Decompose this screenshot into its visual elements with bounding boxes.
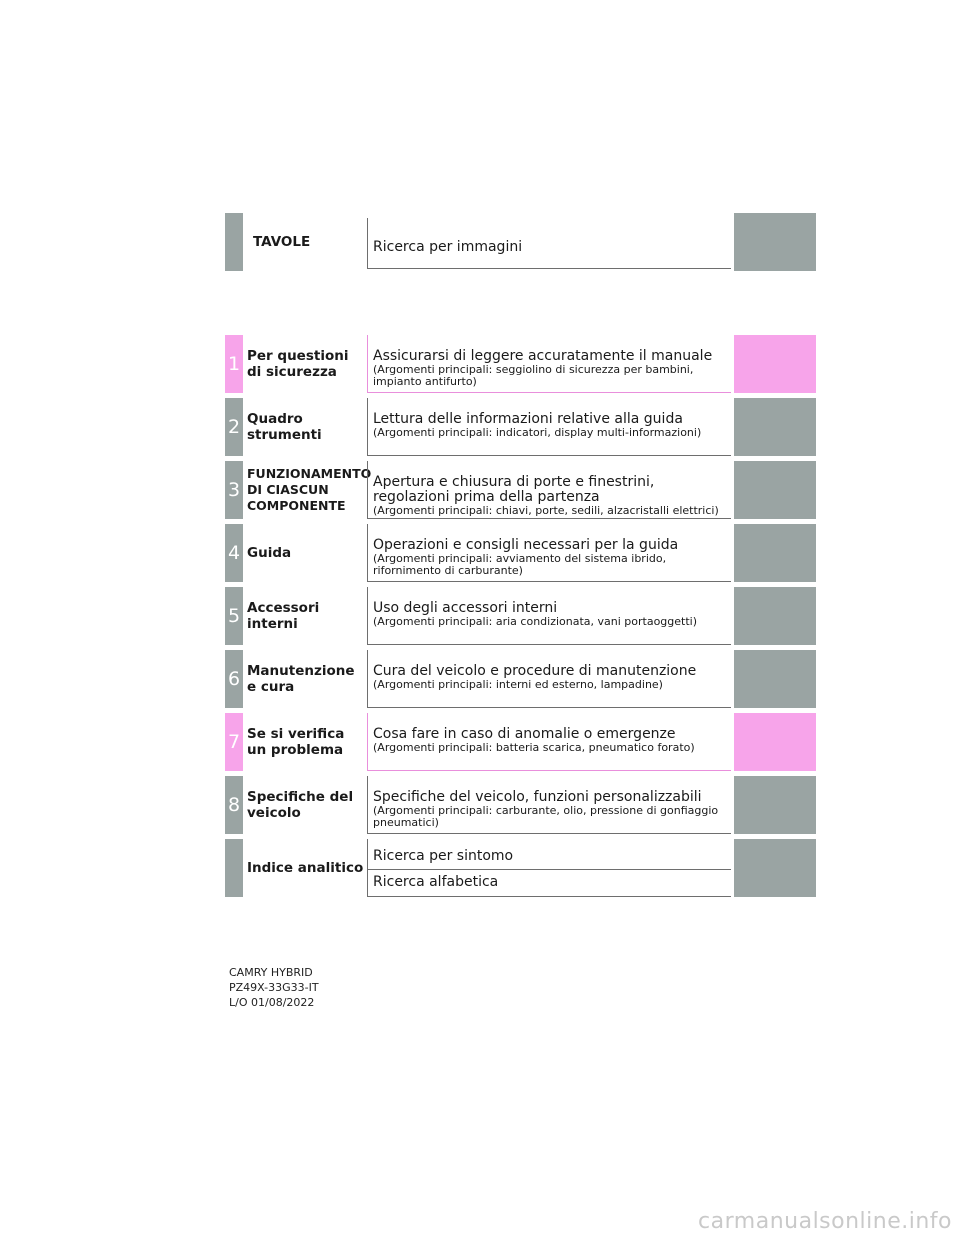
section-side-tab <box>734 776 816 834</box>
section-number: 3 <box>225 461 243 519</box>
section-description-main: Lettura delle informazioni relative alla guida <box>373 411 683 427</box>
tavole-side-tab <box>734 213 816 271</box>
section-8-row[interactable] <box>225 776 816 834</box>
section-side-tab <box>734 650 816 708</box>
tavole-description-text: Ricerca per immagini <box>373 239 523 255</box>
section-number: 6 <box>225 650 243 708</box>
section-description[interactable] <box>367 398 731 456</box>
index-link-symptom[interactable]: Ricerca per sintomo <box>373 848 514 864</box>
index-title: Indice analitico <box>247 860 364 876</box>
section-title: Specifiche del veicolo <box>247 789 354 821</box>
section-description-sub: (Argomenti principali: batteria scarica, pneumatico forato) <box>373 741 695 754</box>
section-number: 5 <box>225 587 243 645</box>
section-description[interactable] <box>367 587 731 645</box>
index-side-tab <box>734 839 816 897</box>
section-description-main: Specifiche del veicolo, funzioni personalizzabili <box>373 789 702 805</box>
section-3-row[interactable] <box>225 461 816 519</box>
section-description-main: Cosa fare in caso di anomalie o emergenze <box>373 726 676 742</box>
footer-date: L/O 01/08/2022 <box>229 996 315 1009</box>
section-side-tab <box>734 524 816 582</box>
footer-model: CAMRY HYBRID <box>229 966 313 979</box>
section-description-sub: (Argomenti principali: interni ed esterno, lampadine) <box>373 678 663 691</box>
section-description[interactable] <box>367 461 731 519</box>
section-description-sub: (Argomenti principali: chiavi, porte, sedili, alzacristalli elettrici) <box>373 504 719 517</box>
section-number: 2 <box>225 398 243 456</box>
section-side-tab <box>734 587 816 645</box>
section-description-sub: (Argomenti principali: aria condizionata, vani portaoggetti) <box>373 615 698 628</box>
section-5-row[interactable] <box>225 587 816 645</box>
section-title: Guida <box>247 545 292 561</box>
section-side-tab <box>734 713 816 771</box>
section-number: 8 <box>225 776 243 834</box>
section-description-main: Apertura e chiusura di porte e finestrini, regolazioni prima della partenza <box>373 474 655 505</box>
section-6-row[interactable] <box>225 650 816 708</box>
section-description-main: Assicurarsi di leggere accuratamente il manuale <box>373 348 713 364</box>
document-footer <box>229 965 319 1010</box>
watermark: carmanualsonline.info <box>698 1209 952 1234</box>
section-side-tab <box>734 461 816 519</box>
section-description-sub: (Argomenti principali: carburante, olio, pressione di gonfiaggio pneumatici) <box>373 804 719 829</box>
section-title: Accessori interni <box>247 600 320 632</box>
tavole-description[interactable] <box>367 218 731 269</box>
tavole-title: TAVOLE <box>253 234 311 250</box>
index-tab <box>225 839 243 897</box>
section-description-sub: (Argomenti principali: avviamento del sistema ibrido, rifornimento di carburante) <box>373 552 667 577</box>
index-link-alphabetical[interactable]: Ricerca alfabetica <box>373 874 499 890</box>
tavole-tab <box>225 213 243 271</box>
section-description-sub: (Argomenti principali: indicatori, display multi-informazioni) <box>373 426 702 439</box>
index-links <box>367 839 731 897</box>
section-4-row[interactable] <box>225 524 816 582</box>
section-side-tab <box>734 398 816 456</box>
section-description-main: Operazioni e consigli necessari per la guida <box>373 537 679 553</box>
section-1-row[interactable] <box>225 335 816 393</box>
section-title: Manutenzione e cura <box>247 663 355 695</box>
section-title: Per questioni di sicurezza <box>247 348 349 380</box>
section-description[interactable] <box>367 524 731 582</box>
section-title: Se si verifica un problema <box>247 726 345 758</box>
section-description[interactable] <box>367 650 731 708</box>
section-number: 7 <box>225 713 243 771</box>
section-description-main: Cura del veicolo e procedure di manutenzione <box>373 663 697 679</box>
tavole-row[interactable] <box>225 213 816 271</box>
footer-code: PZ49X-33G33-IT <box>229 981 319 994</box>
section-title: Quadro strumenti <box>247 411 322 443</box>
section-2-row[interactable] <box>225 398 816 456</box>
index-divider <box>368 869 731 870</box>
section-title: FUNZIONAMENTO DI CIASCUN COMPONENTE <box>247 466 372 513</box>
section-7-row[interactable] <box>225 713 816 771</box>
section-number: 1 <box>225 335 243 393</box>
section-number: 4 <box>225 524 243 582</box>
section-side-tab <box>734 335 816 393</box>
section-description[interactable] <box>367 335 731 393</box>
section-description-sub: (Argomenti principali: seggiolino di sicurezza per bambini, impianto antifurto) <box>373 363 694 388</box>
section-description-main: Uso degli accessori interni <box>373 600 558 616</box>
section-description[interactable] <box>367 713 731 771</box>
index-row[interactable] <box>225 839 816 897</box>
section-description[interactable] <box>367 776 731 834</box>
